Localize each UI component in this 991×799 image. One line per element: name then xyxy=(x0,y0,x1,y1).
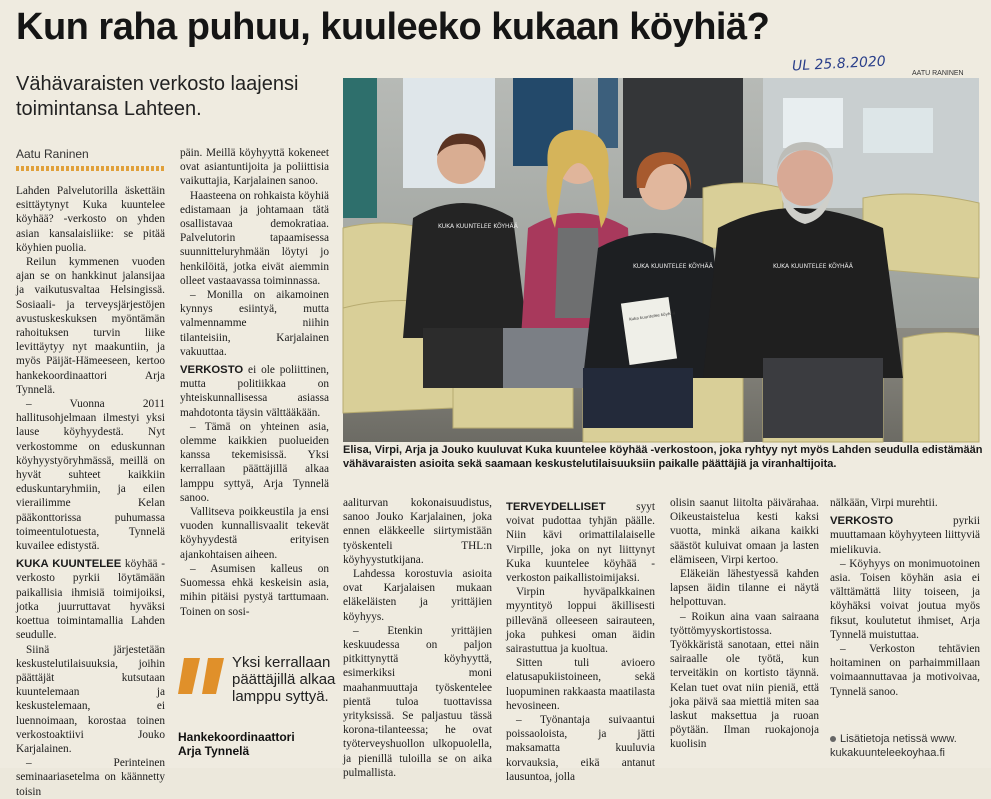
paragraph-text: Siinä järjestetään keskustelutilaisuuksia, joihin päättäjät kutsutaan kuuntelemaan ja keskustelemaan, ei luennoimaan, korostaa toinen verkostoaktiivi Jouko Karjalainen. xyxy=(16,643,165,755)
paragraph-lead-in: VERKOSTO xyxy=(180,364,244,377)
article-paragraph xyxy=(506,500,655,585)
article-paragraph xyxy=(16,397,165,553)
article-column-6 xyxy=(830,496,980,726)
article-paragraph xyxy=(830,514,980,557)
paragraph-text: Sitten tuli avioero elatusapukiistoineen, sekä luopuminen rakkaasta maatilasta hevosineen. xyxy=(506,657,655,712)
paragraph-text: päin. Meillä köyhyyttä kokeneet ovat asiantuntijoita ja poliittisia vaikuttajia, Karjalainen sanoo. xyxy=(180,147,329,188)
shirt-print-3: KUKA KUUNTELEE KÖYHÄÄ xyxy=(773,263,853,270)
paragraph-text: syyt voivat pudottaa tyhjän päälle. Niin kävi orimattilalaiselle Virpille, joka on nyt liittynyt Kuka kuuntelee köyhää -verkoston paikallistoimijaksi. xyxy=(506,501,655,585)
paragraph-text: köyhää -verkosto pyrkii löytämään paikallisia ihmisiä toimijoiksi, jotka juurruttavat hyväksi koettua toimintamallia Lahden seudulle. xyxy=(16,558,165,642)
more-info xyxy=(830,732,957,760)
handwritten-date: UL 25.8.2020 xyxy=(791,53,887,75)
article-paragraph xyxy=(180,505,329,562)
article-paragraph xyxy=(670,496,819,567)
paragraph-text: Reilun kymmenen vuoden ajan se on hankkinut jalansijaa ja vaikutusvaltaa Helsingissä. Sosiaali- ja terveysjärjestöjen avustuskeskuksen myöntämän rahoituksen turvin liike levittäytyy nyt maakuntiin, ja myös Päijät-Hämeeseen, kertoo hankekoordinaattori Arja Tynnelä. xyxy=(16,256,165,396)
more-info-link[interactable]: kukakuunteleekoyhaa.fi xyxy=(830,747,945,759)
article-paragraph xyxy=(16,255,165,397)
bullet-icon xyxy=(830,736,836,742)
article-paragraph xyxy=(670,610,819,752)
paper-print: Kuka kuuntelee köyhää xyxy=(628,310,676,322)
paragraph-text: – Köyhyys on monimuotoinen asia. Toisen köyhän asia ei välttämättä liity toiseen, ja köyhäksi voivat joutua myös fiksut, koulutetut ihmiset, Arja Tynnelä muistuttaa. xyxy=(830,557,980,641)
article-paragraph xyxy=(343,624,492,780)
article-paragraph xyxy=(830,642,980,699)
article-paragraph xyxy=(506,713,655,784)
paragraph-text: – Työnantaja suivaantui poissaoloista, ja jätti maksamatta kuuluvia korvauksia, eikä antanut lausuntoa, jolla xyxy=(506,714,655,783)
pull-quote-name: Arja Tynnelä xyxy=(178,744,250,758)
paragraph-text: pyrkii muuttamaan köyhyyteen liittyviä mielikuvia. xyxy=(830,515,980,556)
article-paragraph xyxy=(180,420,329,505)
paragraph-text: – Monilla on aikamoinen kynnys esiintyä, mutta valmennamme niihin tilanteisiin, Karjalainen vakuuttaa. xyxy=(180,289,329,358)
article-paragraph xyxy=(180,363,329,420)
paragraph-text: – Etenkin yrittäjien keskuudessa on paljon pitkittynyttä köyhyyttä, esimerkiksi moni maahanmuuttaja työskentelee pientä tuloa tuottavissa yrityksissä. Se paljastuu tässä korona-tilanteessa; he ovat työterveyshuollon ulkopuolella, ja pienillä tuloilla se on aika pulmallista. xyxy=(343,624,492,779)
pull-quote-role: Hankekoordinaattori xyxy=(178,730,295,744)
headline: Kun raha puhuu, kuuleeko kukaan köyhiä? xyxy=(16,6,770,48)
paragraph-text: Eläkeiän lähestyessä kahden lapsen äidin tilanne ei näytä helpottuvan. xyxy=(670,568,819,609)
article-photo xyxy=(343,78,979,442)
pull-quote-source xyxy=(178,730,295,758)
article-paragraph xyxy=(16,756,165,799)
paragraph-text: – Perinteinen seminaariasetelma on käännetty toisin xyxy=(16,757,165,798)
article-paragraph xyxy=(180,562,329,619)
shirt-print-2: KUKA KUUNTELEE KÖYHÄÄ xyxy=(633,263,713,270)
article-paragraph xyxy=(16,184,165,255)
quote-marks-icon xyxy=(178,658,230,694)
paragraph-text: ei ole poliittinen, mutta politiikkaa on yhteiskunnallisessa asiassa mahdotonta täysin välttääkään. xyxy=(180,364,329,419)
paragraph-text: Vallitseva poikkeustila ja ensi vuoden kunnallisvaalit tekevät köyhyydestä erityisen ajankohtaisen aiheen. xyxy=(180,506,329,561)
article-paragraph xyxy=(16,557,165,642)
article-paragraph xyxy=(343,496,492,567)
paragraph-text: Lahden Palvelutorilla äskettäin esittäytynyt Kuka kuuntelee köyhää? -verkosto on yhden asian kansalaisliike: se pitää köyhien puolia. xyxy=(16,185,165,254)
photo-illustration xyxy=(343,78,979,442)
article-paragraph xyxy=(506,656,655,713)
article-paragraph xyxy=(180,146,329,189)
photo-caption: Elisa, Virpi, Arja ja Jouko kuuluvat Kuka kuuntelee köyhää -verkostoon, joka ryhtyy nyt myös Lahden seudulla edistämään vähävaraisten asioita sekä saamaan keskustelutilaisuuksiin paikalle päättäjiä ja viranhaltijoita. xyxy=(343,444,983,470)
paragraph-text: olisin saanut liitolta päivärahaa. Oikeustaistelua kesti kaksi vuotta, minkä aikana kaikki säästöt kuluivat omaan ja lasten elämiseen, Virpi kertoo. xyxy=(670,497,819,566)
paragraph-lead-in: VERKOSTO xyxy=(830,515,894,528)
article-paragraph xyxy=(830,557,980,642)
paragraph-text: Virpin hyväpalkkainen myyntityö loppui äkillisesti pillevänä olleeseen sairauteen, joka puhkesi oman äidin sairastuttua ja kuoltua. xyxy=(506,586,655,656)
paragraph-text: – Vuonna 2011 hallitusohjelmaan ilmestyi yksi lause köyhyydestä. Nyt verkostomme on eduskunnan köyhyystyöryhmässä, meillä on hyvät suhteet kaikkiin eduskuntaryhmiin, ja eilen vierailimme Kelan pääkonttorissa puhumassa toimeentulotuesta, Tynnelä kuvailee edistystä. xyxy=(16,398,165,553)
paragraph-lead-in: KUKA KUUNTELEE xyxy=(16,558,122,571)
pull-quote-text: Yksi kerrallaan päättäjillä alkaa lamppu syttyä. xyxy=(232,654,336,705)
article-paragraph xyxy=(16,643,165,757)
paragraph-text: nälkään, Virpi murehtii. xyxy=(830,497,938,509)
article-paragraph xyxy=(506,585,655,656)
article-paragraph xyxy=(343,567,492,624)
paragraph-text: Haasteena on rohkaista köyhiä edistamaan ja johtamaan tätä osallistavaa demokratiaa. Palvelutorin tapaamisessa suunnitteluryhmään löytyi jo henkilöitä, jotka eivät aiemmin olleet vastaavassa toiminnassa. xyxy=(180,189,329,287)
paragraph-text: – Tämä on yhteinen asia, olemme kaikkien puolueiden kanssa tekemisissä. Yksi kerrallaan päättäjillä alkaa lamppu syttyä, Arja Tynnelä sanoo. xyxy=(180,420,329,504)
article-paragraph xyxy=(180,189,329,288)
shirt-print-1: KUKA KUUNTELEE KÖYHÄÄ xyxy=(438,223,518,230)
subhead: Vähävaraisten verkosto laajensi toimintansa Lahteen. xyxy=(16,73,299,120)
article-column-3 xyxy=(343,496,492,779)
article-paragraph xyxy=(830,496,980,510)
paragraph-text: – Asumisen kalleus on Suomessa ehkä keskeisin asia, mihin pitäisi pystyä tarttumaan. Toinen on sosi- xyxy=(180,562,329,618)
byline-rule xyxy=(16,166,164,171)
author-byline: Aatu Raninen xyxy=(16,147,89,161)
article-paragraph xyxy=(670,567,819,610)
article-column-4 xyxy=(506,496,655,783)
more-info-label: Lisätietoja netissä www. xyxy=(840,733,957,745)
photo-credit: AATU RANINEN xyxy=(912,70,964,77)
paragraph-text: aaliturvan kokonaisuudistus, sanoo Jouko Karjalainen, joka ennen eläkkeelle siirtymistään työskenteli THL:n köyhyystutkijana. xyxy=(343,497,492,566)
article-paragraph xyxy=(180,288,329,359)
paragraph-text: – Verkoston tehtävien hoitaminen on parhaimmillaan voimaannuttavaa ja motivoivaa, Tynnelä sanoo. xyxy=(830,643,980,698)
paragraph-lead-in: TERVEYDELLISET xyxy=(506,501,606,513)
article-column-1 xyxy=(16,184,165,798)
paragraph-text: – Roikun aina vaan sairaana työttömyyskortistossa. Työkkäristä sanotaan, ettei näin sairaalle ole työtä, kun terveitäkin on kortisto täynnä. Kelan tuet ovat niin pieniä, että joka päivä saa miettiä miten saa laskut maksettua ja ruoan pöytään. Ilman ruokajonoja kuolisin xyxy=(670,610,819,751)
article-column-2 xyxy=(180,146,329,636)
article-column-5 xyxy=(670,496,819,760)
paragraph-text: Lahdessa korostuvia asioita ovat Karjalaisen mukaan eläkeläisten ja yrittäjien köyhyys. xyxy=(343,568,492,623)
